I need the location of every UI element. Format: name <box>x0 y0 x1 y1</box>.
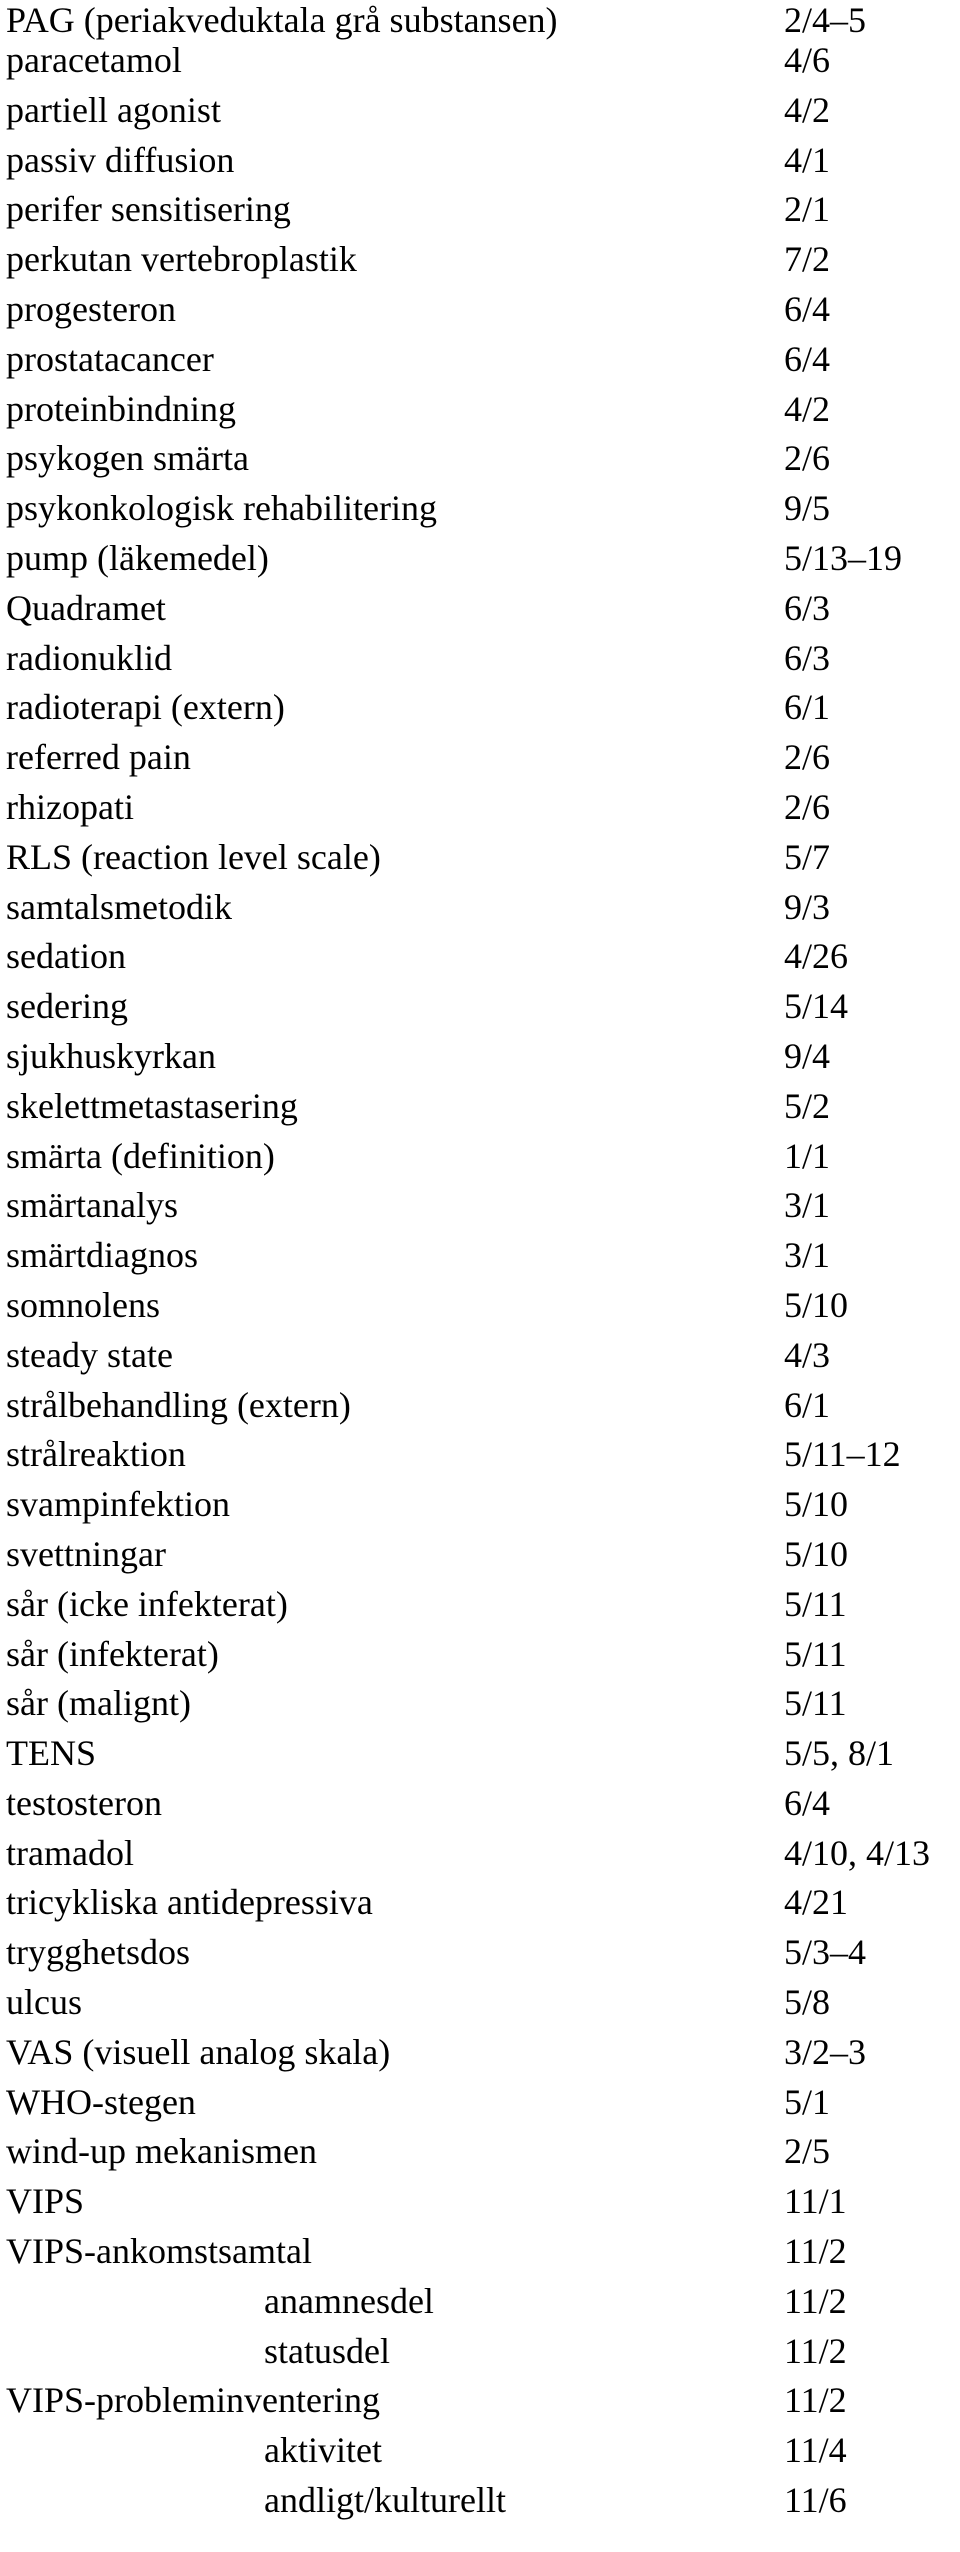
index-entry <box>6 687 956 737</box>
index-entry <box>6 2082 956 2132</box>
index-term: VIPS <box>6 2181 85 2222</box>
index-entry <box>6 339 956 389</box>
index-term: VIPS-ankomstsamtal <box>6 2231 312 2272</box>
index-entry <box>6 787 956 837</box>
index-term: trygghetsdos <box>6 1932 190 1973</box>
index-entry <box>6 0 956 40</box>
index-term: strålreaktion <box>6 1434 186 1475</box>
index-reference: 11/4 <box>784 2430 847 2471</box>
index-entry <box>6 1235 956 1285</box>
index-term: sår (infekterat) <box>6 1633 219 1674</box>
index-term: sjukhuskyrkan <box>6 1035 216 1076</box>
index-subterm: statusdel <box>264 2330 390 2371</box>
index-term: sedation <box>6 936 126 977</box>
index-reference: 5/8 <box>784 1982 831 2023</box>
index-reference: 3/2–3 <box>784 2031 867 2072</box>
index-reference: 3/1 <box>784 1185 831 1226</box>
index-reference: 4/2 <box>784 89 831 130</box>
index-reference: 2/6 <box>784 737 831 778</box>
index-term: passiv diffusion <box>6 139 235 180</box>
index-term: radionuklid <box>6 637 172 678</box>
index-entry <box>6 1882 956 1932</box>
index-term: svettningar <box>6 1533 166 1574</box>
index-entry <box>6 40 956 90</box>
index-entry <box>6 887 956 937</box>
index-term: sår (malignt) <box>6 1683 191 1724</box>
index-term: WHO-stegen <box>6 2081 196 2122</box>
index-reference: 5/10 <box>784 1533 849 1574</box>
index-entry <box>6 189 956 239</box>
index-entry <box>6 1036 956 1086</box>
index-entry <box>6 1285 956 1335</box>
index-term: radioterapi (extern) <box>6 687 285 728</box>
index-reference: 11/2 <box>784 2231 847 2272</box>
index-reference: 5/11 <box>784 1683 847 1724</box>
index-entry <box>6 1733 956 1783</box>
index-reference: 11/2 <box>784 2330 847 2371</box>
index-term: svampinfektion <box>6 1484 230 1525</box>
index-entry <box>6 837 956 887</box>
index-reference: 6/4 <box>784 288 831 329</box>
index-term: strålbehandling (extern) <box>6 1384 351 1425</box>
index-term: steady state <box>6 1334 173 1375</box>
index-term: VAS (visuell analog skala) <box>6 2031 391 2072</box>
index-reference: 2/6 <box>784 786 831 827</box>
index-term: partiell agonist <box>6 89 221 130</box>
index-entry <box>6 438 956 488</box>
index-entry <box>6 1932 956 1982</box>
index-entry <box>6 1683 956 1733</box>
index-reference: 1/1 <box>784 1135 831 1176</box>
index-reference: 5/11–12 <box>784 1434 901 1475</box>
index-term: Quadramet <box>6 587 166 628</box>
index-reference: 4/10, 4/13 <box>784 1832 931 1873</box>
index-entry <box>6 1783 956 1833</box>
index-entry <box>6 239 956 289</box>
index-entry <box>6 2480 956 2530</box>
index-entry <box>6 90 956 140</box>
index-reference: 5/5, 8/1 <box>784 1733 895 1774</box>
index-reference: 5/14 <box>784 986 849 1027</box>
index-term: TENS <box>6 1733 96 1774</box>
index-entry <box>6 638 956 688</box>
index-entry <box>6 289 956 339</box>
index-reference: 4/26 <box>784 936 849 977</box>
index-term: ulcus <box>6 1982 82 2023</box>
index-reference: 5/10 <box>784 1484 849 1525</box>
index-term: referred pain <box>6 737 191 778</box>
index-reference: 9/4 <box>784 1035 831 1076</box>
index-entry <box>6 1534 956 1584</box>
index-reference: 4/21 <box>784 1882 849 1923</box>
index-reference: 9/3 <box>784 886 831 927</box>
index-entry <box>6 1335 956 1385</box>
index-term: rhizopati <box>6 786 134 827</box>
index-reference: 2/4–5 <box>784 0 867 40</box>
index-entry <box>6 1584 956 1634</box>
index-term: somnolens <box>6 1284 161 1325</box>
index-term: smärtdiagnos <box>6 1235 198 1276</box>
index-term: perifer sensitisering <box>6 189 291 230</box>
index-term: psykogen smärta <box>6 438 249 479</box>
index-reference: 5/3–4 <box>784 1932 867 1973</box>
index-reference: 11/6 <box>784 2480 847 2521</box>
index-reference: 5/7 <box>784 836 831 877</box>
index-entry <box>6 1385 956 1435</box>
index-reference: 2/6 <box>784 438 831 479</box>
index-entry <box>6 1086 956 1136</box>
index-entry <box>6 140 956 190</box>
index-entry <box>6 1434 956 1484</box>
index-term: smärtanalys <box>6 1185 178 1226</box>
index-reference: 9/5 <box>784 488 831 529</box>
index-term: proteinbindning <box>6 388 236 429</box>
index-reference: 6/1 <box>784 1384 831 1425</box>
index-term: perkutan vertebroplastik <box>6 239 357 280</box>
index-term: testosteron <box>6 1782 162 1823</box>
index-entry <box>6 1484 956 1534</box>
index-entry <box>6 1185 956 1235</box>
index-term: skelettmetastasering <box>6 1085 298 1126</box>
index-entry <box>6 2181 956 2231</box>
index-entry <box>6 2131 956 2181</box>
index-reference: 3/1 <box>784 1235 831 1276</box>
index-term: progesteron <box>6 288 176 329</box>
index-subterm: andligt/kulturellt <box>264 2480 506 2521</box>
index-entry <box>6 538 956 588</box>
index-entry <box>6 1833 956 1883</box>
index-reference: 6/3 <box>784 637 831 678</box>
index-entry <box>6 2032 956 2082</box>
index-term: PAG (periakveduktala grå substansen) <box>6 0 558 40</box>
index-reference: 7/2 <box>784 239 831 280</box>
index-term: paracetamol <box>6 40 182 80</box>
index-term: smärta (definition) <box>6 1135 275 1176</box>
index-entry <box>6 2430 956 2480</box>
index-entry <box>6 488 956 538</box>
index-entry <box>6 2331 956 2381</box>
index-term: tricykliska antidepressiva <box>6 1882 373 1923</box>
index-subterm: aktivitet <box>264 2430 382 2471</box>
index-subterm: anamnesdel <box>264 2280 434 2321</box>
index-reference: 4/6 <box>784 40 831 80</box>
index-term: prostatacancer <box>6 338 214 379</box>
index-reference: 6/3 <box>784 587 831 628</box>
index-entry <box>6 936 956 986</box>
index-reference: 2/5 <box>784 2131 831 2172</box>
index-entry <box>6 1634 956 1684</box>
index-reference: 4/1 <box>784 139 831 180</box>
index-reference: 5/1 <box>784 2081 831 2122</box>
index-reference: 4/3 <box>784 1334 831 1375</box>
index-reference: 5/11 <box>784 1633 847 1674</box>
index-reference: 6/4 <box>784 1782 831 1823</box>
index-reference: 11/2 <box>784 2280 847 2321</box>
index-term: VIPS-probleminventering <box>6 2380 380 2421</box>
index-reference: 5/10 <box>784 1284 849 1325</box>
index-term: pump (läkemedel) <box>6 537 269 578</box>
index-reference: 6/1 <box>784 687 831 728</box>
index-term: psykonkologisk rehabilitering <box>6 488 437 529</box>
index-entry <box>6 737 956 787</box>
index-entry <box>6 2380 956 2430</box>
index-entry <box>6 1136 956 1186</box>
index-entry <box>6 588 956 638</box>
index-reference: 5/13–19 <box>784 537 903 578</box>
index-term: samtalsmetodik <box>6 886 232 927</box>
index-entry <box>6 2281 956 2331</box>
index-reference: 2/1 <box>784 189 831 230</box>
index-entry <box>6 2231 956 2281</box>
index-entry <box>6 1982 956 2032</box>
index-term: RLS (reaction level scale) <box>6 836 381 877</box>
index-reference: 6/4 <box>784 338 831 379</box>
index-list <box>6 0 956 2530</box>
index-reference: 4/2 <box>784 388 831 429</box>
index-reference: 11/1 <box>784 2181 847 2222</box>
index-reference: 11/2 <box>784 2380 847 2421</box>
index-term: sår (icke infekterat) <box>6 1583 288 1624</box>
index-reference: 5/11 <box>784 1583 847 1624</box>
index-term: wind-up mekanismen <box>6 2131 317 2172</box>
index-term: tramadol <box>6 1832 134 1873</box>
index-entry <box>6 389 956 439</box>
index-entry <box>6 986 956 1036</box>
index-reference: 5/2 <box>784 1085 831 1126</box>
index-term: sedering <box>6 986 128 1027</box>
